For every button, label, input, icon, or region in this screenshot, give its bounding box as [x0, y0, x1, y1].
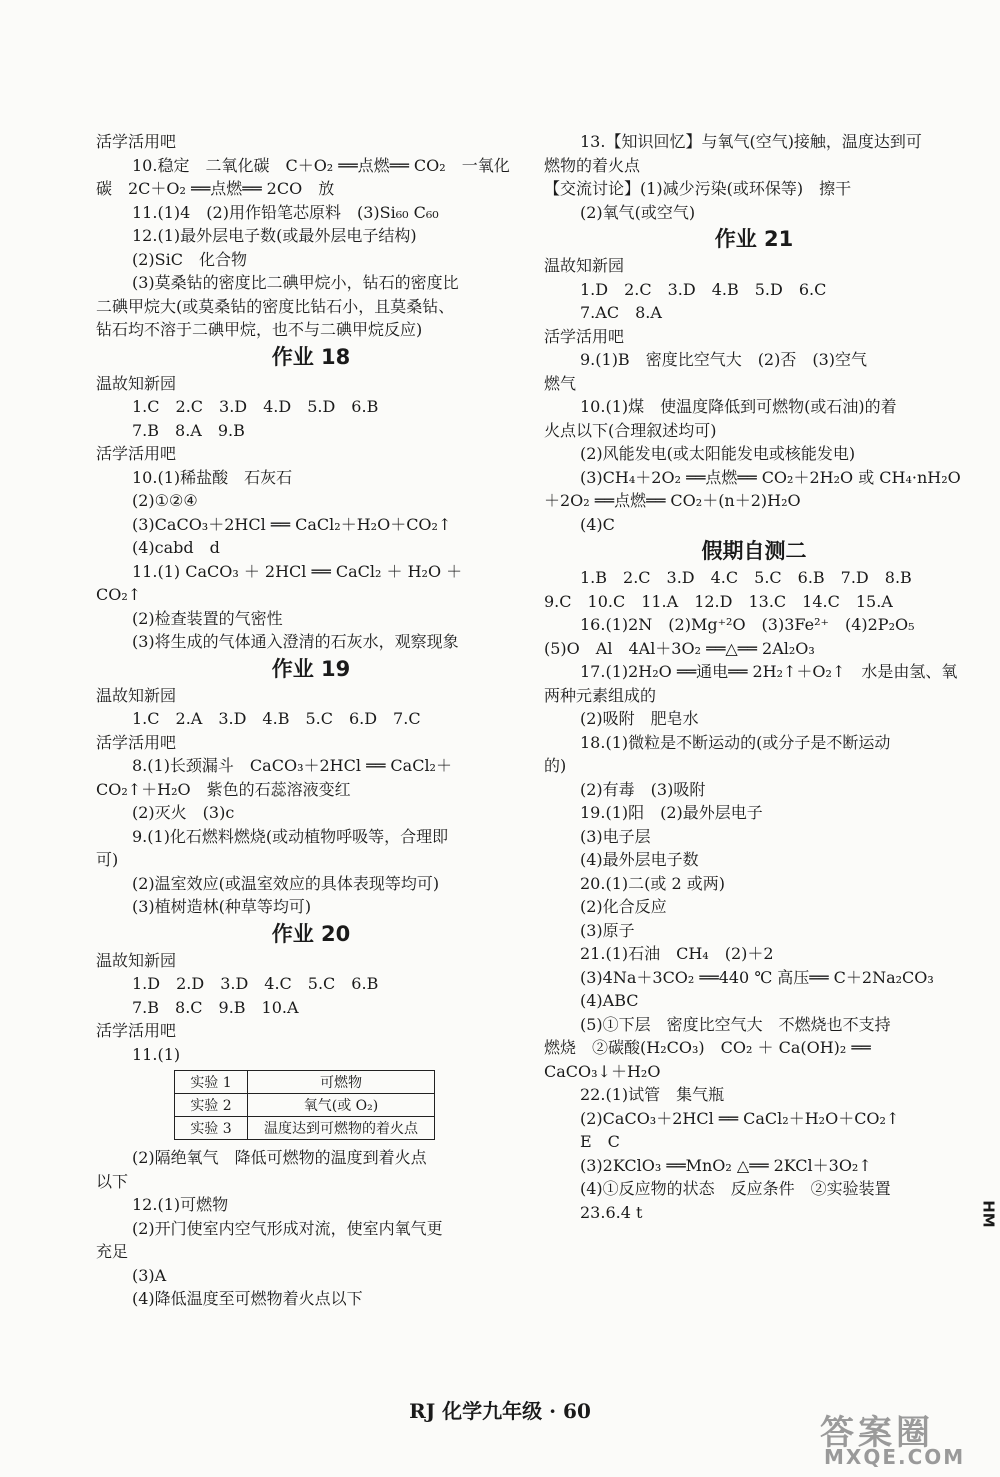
answer-line: (2)化合反应 — [580, 897, 667, 916]
answer-line: 17.(1)2H₂O ══通电══ 2H₂↑＋O₂↑ 水是由氢、氧 — [580, 662, 958, 681]
experiment-label: 实验 2 — [175, 1094, 248, 1117]
answer-line: (2)CaCO₃＋2HCl ══ CaCl₂＋H₂O＋CO₂↑ — [580, 1108, 900, 1128]
answer-line: CaCO₃↓＋H₂O — [544, 1061, 661, 1081]
experiment-table — [174, 1070, 435, 1140]
answer-line: (3)CH₄＋2O₂ ══点燃══ CO₂＋2H₂O 或 CH₄·nH₂O — [580, 467, 961, 487]
answer-line: (2)检查装置的气密性 — [132, 608, 283, 628]
section-heading: 活学活用吧 — [96, 732, 177, 752]
section-heading: 活学活用吧 — [96, 1021, 177, 1040]
answer-line: (3)2KClO₃ ══MnO₂ △══ 2KCl＋3O₂↑ — [580, 1155, 872, 1175]
watermark-logo — [820, 1405, 980, 1469]
answer-line: 7.B 8.A 9.B — [132, 420, 245, 440]
left-column — [96, 130, 526, 1311]
watermark-small: MXQE.COM — [824, 1445, 966, 1469]
section-heading: 活学活用吧 — [96, 444, 177, 463]
answer-line: (2)隔绝氧气 降低可燃物的温度到着火点 — [132, 1148, 427, 1167]
answer-line: (3)CaCO₃＋2HCl ══ CaCl₂＋H₂O＋CO₂↑ — [132, 514, 452, 534]
answer-line: 11.(1) CaCO₃ ＋ 2HCl ══ CaCl₂ ＋ H₂O ＋ — [132, 561, 463, 581]
answer-line: (2)有毒 (3)吸附 — [580, 779, 706, 799]
answer-line: (4)C — [580, 514, 615, 534]
side-tag: HM — [979, 1200, 998, 1228]
answer-line: (2)温室效应(或温室效应的具体表现等均可) — [132, 873, 440, 893]
experiment-condition: 可燃物 — [248, 1071, 435, 1094]
section-heading: 温故知新园 — [96, 950, 177, 970]
answer-line: 的) — [544, 756, 567, 775]
answer-line: (4)最外层电子数 — [580, 850, 699, 869]
homework-heading: 假期自测二 — [701, 539, 807, 563]
answer-line: (3)植树造林(种草等均可) — [132, 897, 312, 916]
answer-line: (3)4Na＋3CO₂ ══440 ℃ 高压══ C＋2Na₂CO₃ — [580, 967, 934, 987]
answer-line: (5)O Al 4Al＋3O₂ ══△══ 2Al₂O₃ — [544, 638, 815, 658]
answer-line: 燃烧 ②碳酸(H₂CO₃) CO₂ ＋ Ca(OH)₂ ══ — [544, 1038, 871, 1057]
answer-line: 16.(1)2N (2)Mg⁺²O (3)3Fe²⁺ (4)2P₂O₅ — [580, 615, 915, 634]
answer-line: 9.(1)化石燃料燃烧(或动植物呼吸等，合理即 — [132, 826, 449, 846]
answer-line: 1.C 2.C 3.D 4.D 5.D 6.B — [132, 397, 379, 416]
answer-line: 10.(1)煤 使温度降低到可燃物(或石油)的着 — [580, 397, 897, 416]
section-heading: 活学活用吧 — [96, 132, 177, 151]
answer-line: 20.(1)二(或 2 或两) — [580, 873, 725, 893]
table-row — [175, 1071, 435, 1094]
answer-line: 燃气 — [544, 373, 577, 393]
experiment-condition: 温度达到可燃物的着火点 — [248, 1117, 435, 1140]
answer-line: (3)莫桑钻的密度比二碘甲烷小，钻石的密度比 — [132, 273, 459, 292]
experiment-label: 实验 3 — [175, 1117, 248, 1140]
homework-heading: 作业 21 — [714, 227, 794, 251]
answer-line: 11.(1)4 (2)用作铅笔芯原料 (3)Si₆₀ C₆₀ — [132, 202, 439, 222]
section-heading: 温故知新园 — [544, 256, 625, 275]
answer-line: 以下 — [96, 1171, 129, 1191]
section-heading: 温故知新园 — [96, 685, 177, 705]
answer-line: (2)吸附 肥皂水 — [580, 709, 699, 728]
answer-line: (3)原子 — [580, 920, 635, 940]
homework-heading: 作业 20 — [271, 921, 351, 946]
answer-line: (2)开门使室内空气形成对流，使室内氧气更 — [132, 1218, 443, 1238]
answer-line: 9.(1)B 密度比空气大 (2)否 (3)空气 — [580, 350, 868, 369]
answer-line: (3)A — [132, 1265, 167, 1285]
answer-line: (4)降低温度至可燃物着火点以下 — [132, 1289, 363, 1308]
answer-line: 充足 — [96, 1242, 129, 1261]
answer-line: 钻石均不溶于二碘甲烷，也不与二碘甲烷反应) — [96, 320, 423, 339]
answer-line: (2)①②④ — [132, 491, 198, 510]
answer-line: 23.6.4 t — [580, 1202, 643, 1222]
answer-line: 12.(1)最外层电子数(或最外层电子结构) — [132, 226, 417, 245]
experiment-condition: 氧气(或 O₂) — [248, 1094, 435, 1117]
section-heading: 温故知新园 — [96, 373, 177, 393]
answer-line: 21.(1)石油 CH₄ (2)＋2 — [580, 944, 774, 963]
answer-line: E C — [580, 1132, 620, 1151]
page-footer: RJ 化学九年级 · 60 — [409, 1399, 591, 1423]
table-row — [175, 1094, 435, 1117]
answer-line: 可) — [96, 850, 119, 869]
answer-line: 7.AC 8.A — [580, 303, 662, 322]
answer-line: 1.D 2.C 3.D 4.B 5.D 6.C — [580, 279, 827, 299]
answer-line: (2)风能发电(或太阳能发电或核能发电) — [580, 444, 856, 463]
homework-heading: 作业 18 — [271, 344, 351, 369]
answer-line: 两种元素组成的 — [544, 685, 657, 705]
answer-line: (4)cabd d — [132, 538, 220, 557]
answer-line: 碳 2C＋O₂ ══点燃══ 2CO 放 — [96, 179, 335, 198]
answer-line: 【交流讨论】(1)减少污染(或环保等) 擦干 — [544, 179, 852, 198]
answer-line: 燃物的着火点 — [544, 155, 641, 175]
table-row — [175, 1117, 435, 1140]
answer-line: CO₂↑＋H₂O 紫色的石蕊溶液变红 — [96, 779, 351, 799]
answer-line: 火点以下(合理叙述均可) — [544, 420, 717, 440]
answer-line: 7.B 8.C 9.B 10.A — [132, 997, 299, 1017]
answer-line: ＋2O₂ ══点燃══ CO₂＋(n＋2)H₂O — [544, 491, 801, 510]
answer-line: 二碘甲烷大(或莫桑钻的密度比钻石小，且莫桑钻、 — [96, 296, 455, 316]
answer-line: (3)将生成的气体通入澄清的石灰水，观察现象 — [132, 632, 459, 651]
answer-line: 1.C 2.A 3.D 4.B 5.C 6.D 7.C — [132, 709, 421, 728]
watermark-big: 答案圈 — [820, 1413, 934, 1453]
answer-line: 9.C 10.C 11.A 12.D 13.C 14.C 15.A — [544, 591, 893, 611]
answer-line: 11.(1) — [132, 1044, 181, 1064]
answer-line: 1.D 2.D 3.D 4.C 5.C 6.B — [132, 974, 379, 993]
answer-line: (2)灭火 (3)c — [132, 803, 235, 822]
answer-line: (3)电子层 — [580, 826, 651, 846]
homework-heading: 作业 19 — [271, 656, 351, 681]
answer-line: (5)①下层 密度比空气大 不燃烧也不支持 — [580, 1014, 891, 1034]
answer-line: 13.【知识回忆】与氧气(空气)接触，温度达到可 — [580, 132, 922, 151]
answer-line: 10.稳定 二氧化碳 C＋O₂ ══点燃══ CO₂ 一氧化 — [132, 155, 510, 175]
answer-line: 19.(1)阳 (2)最外层电子 — [580, 803, 763, 822]
answer-line: 1.B 2.C 3.D 4.C 5.C 6.B 7.D 8.B — [580, 568, 912, 587]
answer-line: (2)氧气(或空气) — [580, 202, 696, 222]
answer-line: 22.(1)试管 集气瓶 — [580, 1085, 725, 1104]
answer-line: (4)ABC — [580, 991, 639, 1010]
answer-line: 18.(1)微粒是不断运动的(或分子是不断运动 — [580, 732, 891, 752]
answer-line: (4)①反应物的状态 反应条件 ②实验装置 — [580, 1179, 891, 1198]
answer-line: CO₂↑ — [96, 585, 142, 604]
answer-line: 8.(1)长颈漏斗 CaCO₃＋2HCl ══ CaCl₂＋ — [132, 756, 452, 775]
answer-line: (2)SiC 化合物 — [132, 249, 247, 269]
experiment-label: 实验 1 — [175, 1071, 248, 1094]
section-heading: 活学活用吧 — [544, 326, 625, 346]
right-column — [544, 130, 964, 1224]
answer-line: 10.(1)稀盐酸 石灰石 — [132, 467, 293, 487]
answer-line: 12.(1)可燃物 — [132, 1195, 229, 1214]
